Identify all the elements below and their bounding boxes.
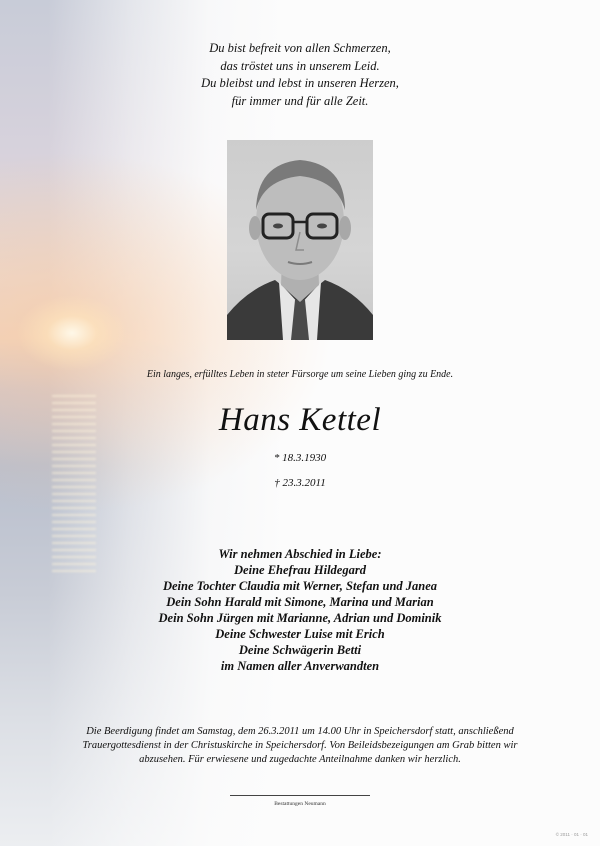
mourner-line: Deine Schwägerin Betti <box>238 643 362 657</box>
deceased-name: Hans Kettel <box>218 402 382 438</box>
notice-line: Trauergottesdienst in der Christuskirche in Speichersdorf. Von Beileidsbezeigungen am Grab bitten wir <box>82 740 518 751</box>
portrait-photo <box>227 140 373 340</box>
undertaker-name: Bestattungen Neumann <box>274 801 326 807</box>
death-date: † 23.3.2011 <box>274 477 326 489</box>
mourner-line: Deine Ehefrau Hildegard <box>234 563 366 577</box>
divider-line <box>230 795 370 796</box>
footer-mark: © 2011 · 01 · 01 <box>555 832 588 837</box>
mourner-line: im Namen aller Anverwandten <box>220 659 380 673</box>
mourner-line: Deine Schwester Luise mit Erich <box>215 627 385 641</box>
poem-line: Du bleibst und lebst in unseren Herzen, <box>201 76 399 90</box>
mourner-line: Dein Sohn Jürgen mit Marianne, Adrian und Dominik <box>158 611 442 625</box>
notice-line: abzusehen. Für erwiesene und zugedachte Anteilnahme danken wir herzlich. <box>139 754 461 765</box>
mourner-line: Dein Sohn Harald mit Simone, Marina und Marian <box>166 595 434 609</box>
tagline: Ein langes, erfülltes Leben in steter Fürsorge um seine Lieben ging zu Ende. <box>146 369 454 380</box>
poem-line: das tröstet uns in unserem Leid. <box>220 58 380 73</box>
birth-date: * 18.3.1930 <box>273 452 327 464</box>
funeral-notice <box>0 725 600 767</box>
poem <box>0 40 600 110</box>
mourners-list <box>0 546 600 674</box>
mourner-line: Deine Tochter Claudia mit Werner, Stefan und Janea <box>162 579 438 593</box>
poem-line: Du bist befreit von allen Schmerzen, <box>209 41 391 55</box>
poem-line: für immer und für alle Zeit. <box>231 93 369 108</box>
mourners-heading: Wir nehmen Abschied in Liebe: <box>218 547 382 561</box>
notice-line: Die Beerdigung findet am Samstag, dem 26.3.2011 um 14.00 Uhr in Speichersdorf statt, anschließend <box>86 726 514 737</box>
